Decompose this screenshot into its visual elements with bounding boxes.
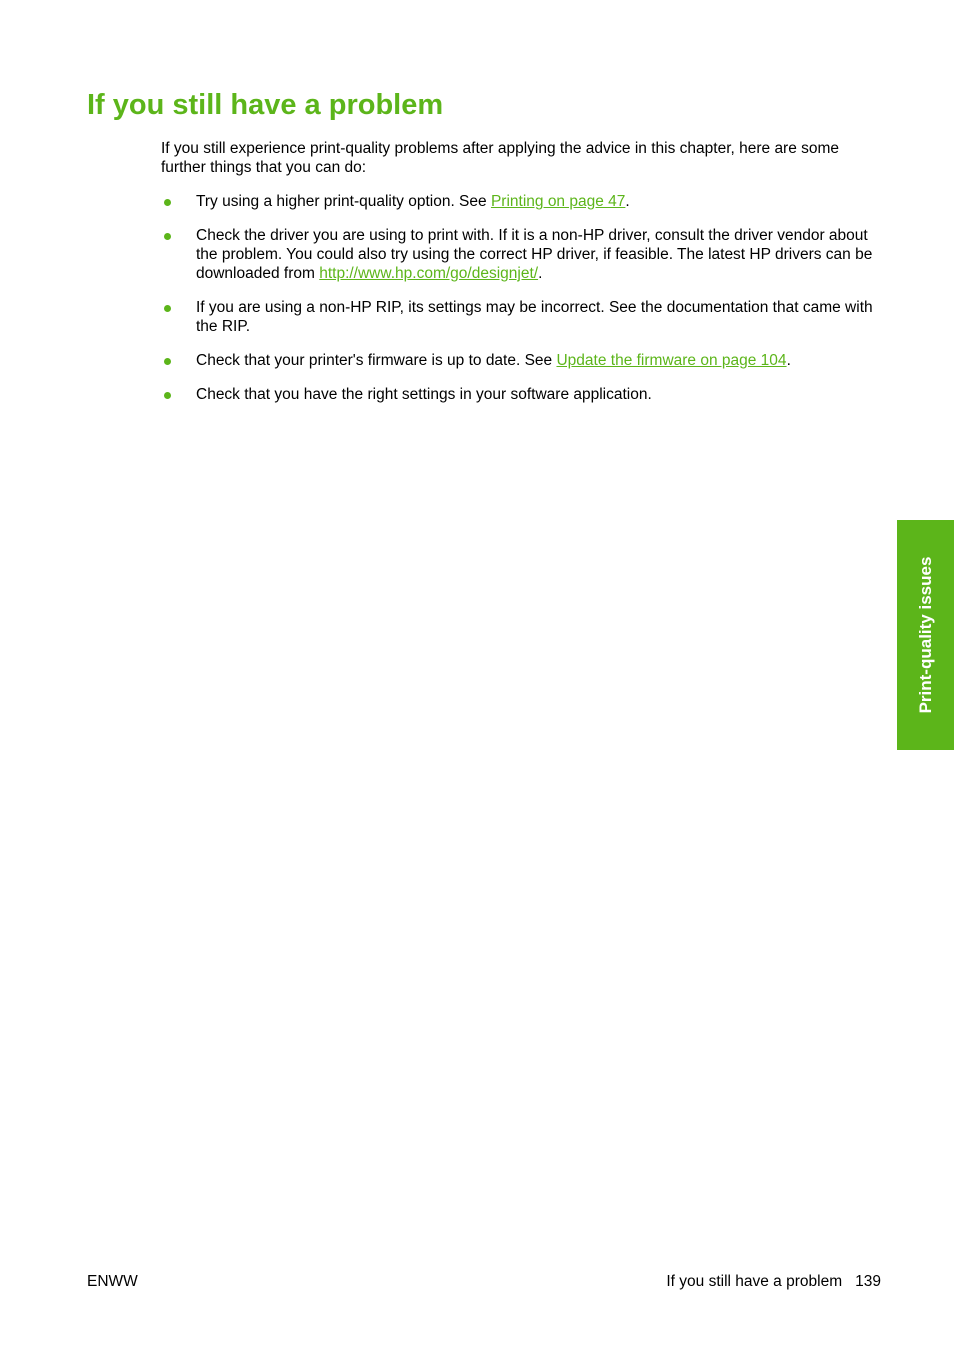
list-item-text: Check that you have the right settings in your software application. <box>196 386 652 403</box>
bullet-dot-icon <box>162 226 172 245</box>
list-item <box>161 351 886 370</box>
intro-paragraph: If you still experience print-quality problems after applying the advice in this chapter, here are some further things that you can do: <box>161 140 840 176</box>
bullet-dot-icon <box>162 385 172 404</box>
list-item <box>161 298 886 336</box>
chapter-side-tab <box>897 520 954 750</box>
footer-left: ENWW <box>87 1273 138 1290</box>
list-item <box>161 385 886 404</box>
list-item-text-end: . <box>786 352 791 369</box>
page-title: If you still have a problem <box>87 89 444 121</box>
page-number: 139 <box>855 1273 881 1290</box>
chapter-side-tab-label: Print-quality issues <box>915 556 935 714</box>
list-item <box>161 226 886 283</box>
update-firmware-link[interactable]: Update the firmware on page 104 <box>556 352 787 369</box>
list-item-text: Check the driver you are using to print with. If it is a non-HP driver, consult the driver vendor about the problem. You could also try using the correct HP driver, if feasible. The latest HP drivers can be downloaded from <box>196 227 873 282</box>
list-item-text: If you are using a non-HP RIP, its settings may be incorrect. See the documentation that came with the RIP. <box>196 299 873 335</box>
printing-page-link[interactable]: Printing on page 47 <box>490 193 626 210</box>
footer-section-title: If you still have a problem <box>666 1273 843 1290</box>
hp-drivers-url-link[interactable]: http://www.hp.com/go/designjet/ <box>319 265 539 282</box>
tips-list <box>161 192 886 419</box>
bullet-dot-icon <box>162 192 172 211</box>
bullet-dot-icon <box>162 298 172 317</box>
list-item-text: Check that your printer's firmware is up to date. See <box>196 352 557 369</box>
list-item <box>161 192 886 211</box>
bullet-dot-icon <box>162 351 172 370</box>
list-item-text: Try using a higher print-quality option. See <box>196 193 491 210</box>
list-item-text-end: . <box>538 265 543 282</box>
list-item-text-end: . <box>625 193 630 210</box>
footer-right <box>666 1272 881 1291</box>
